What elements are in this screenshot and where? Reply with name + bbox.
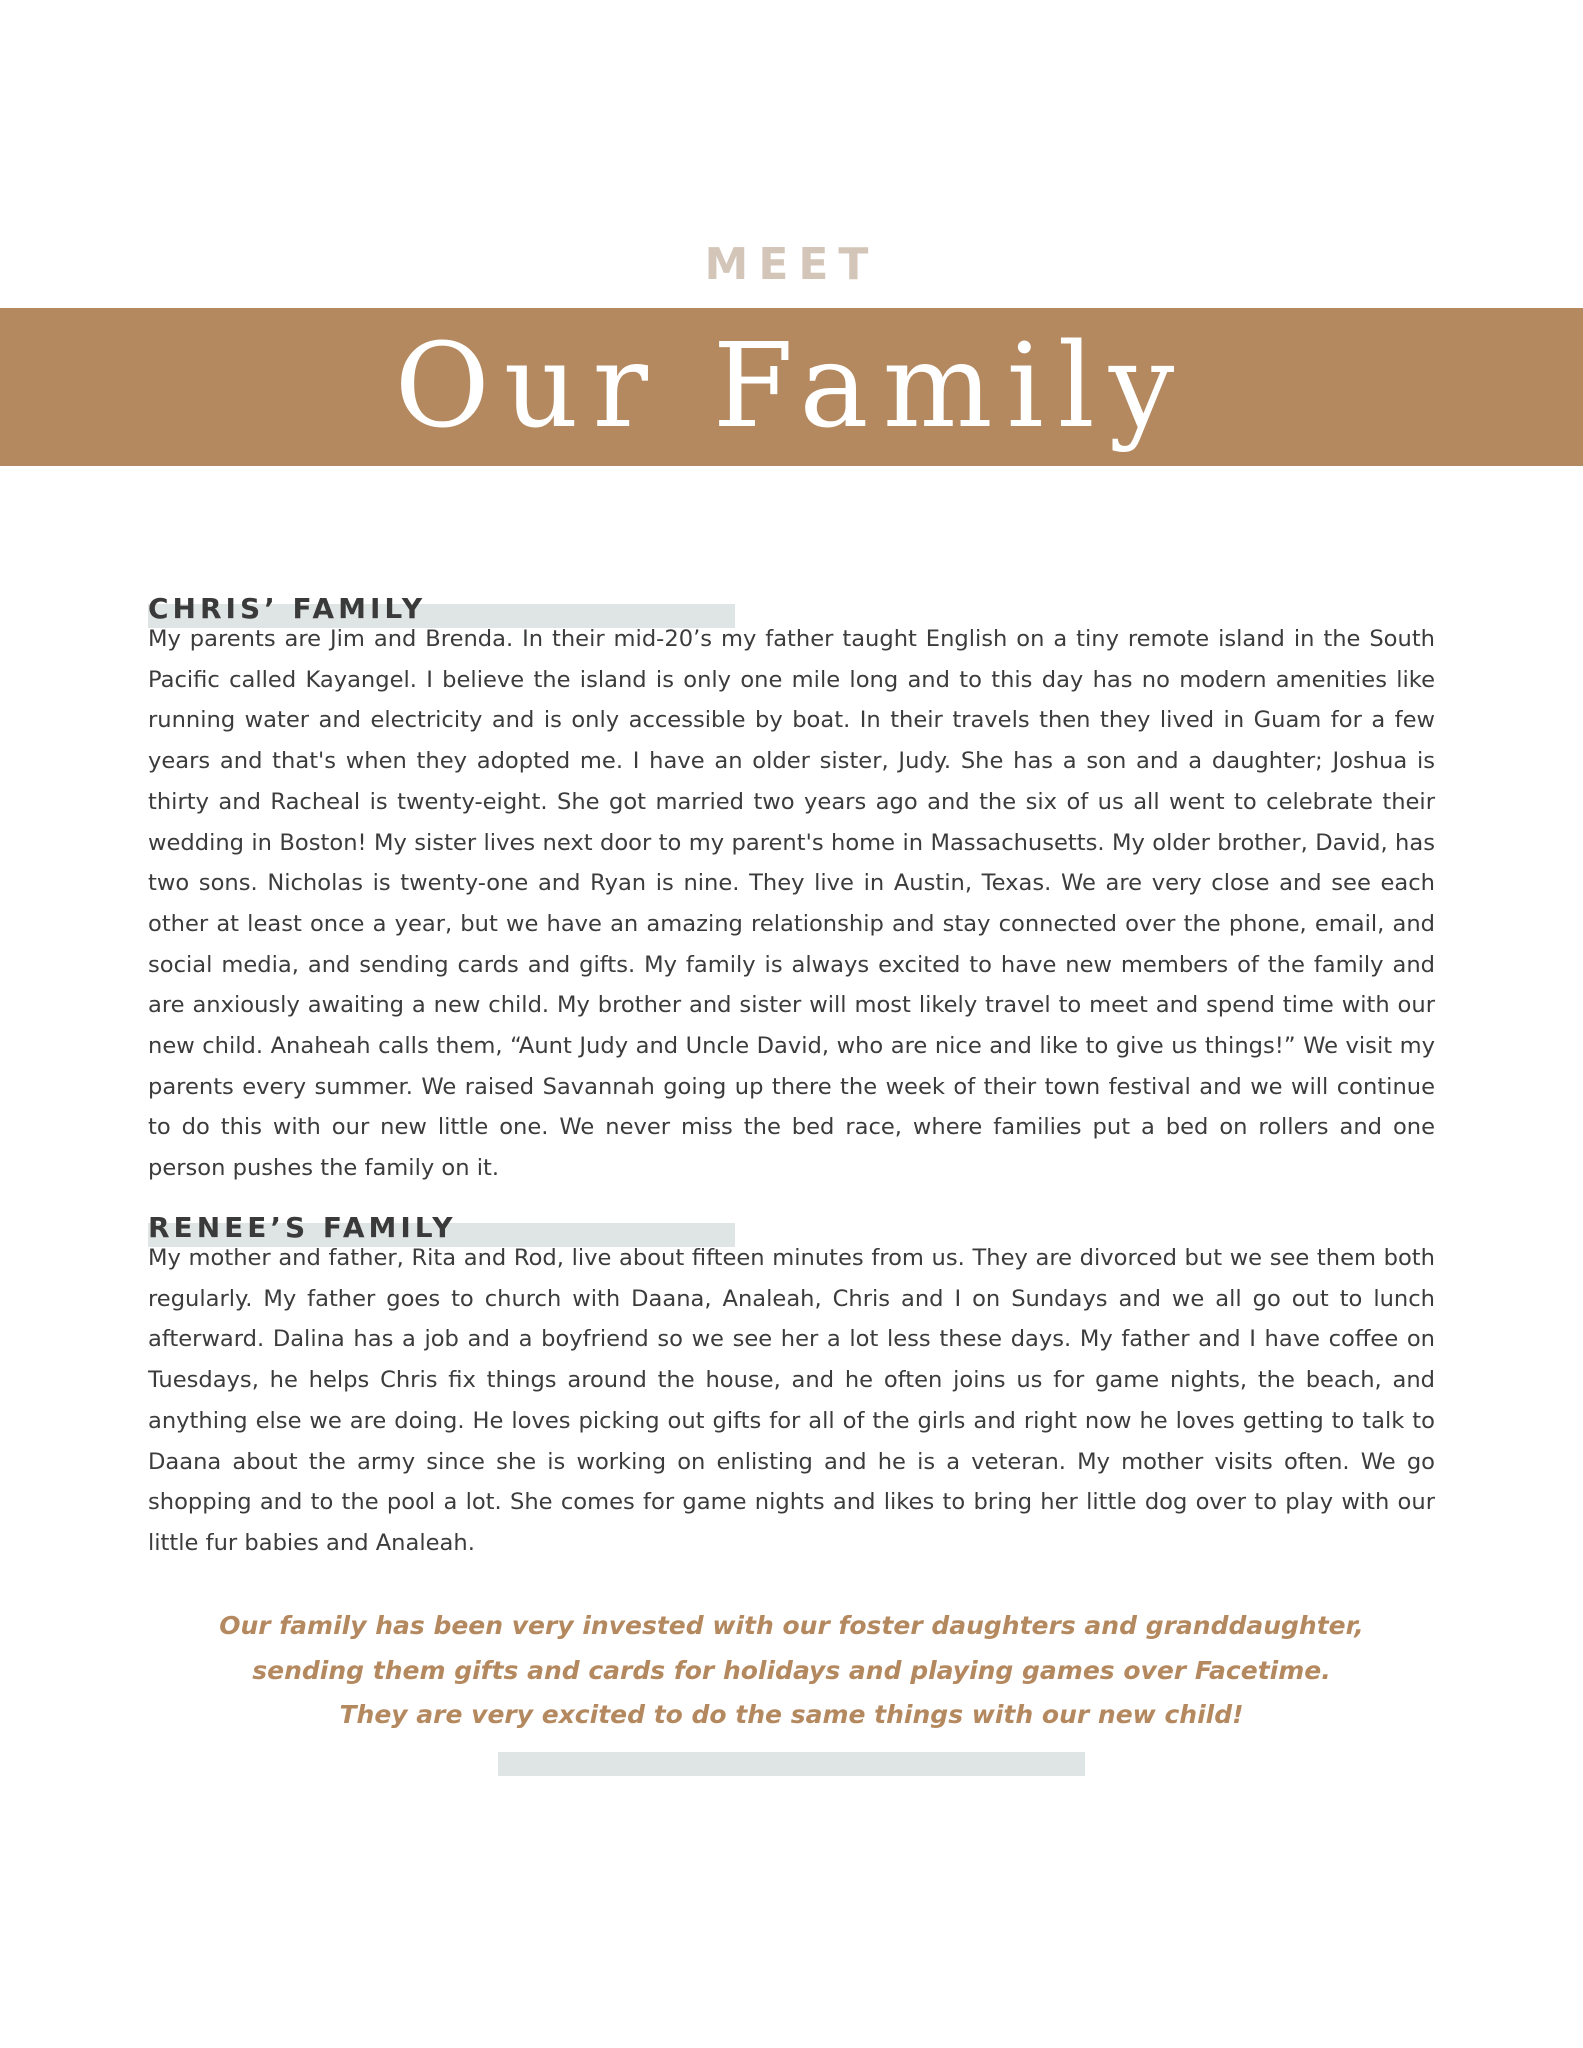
section-heading-text: RENEE’S FAMILY: [148, 1211, 457, 1244]
closing-quote: [148, 1604, 1435, 1738]
page-title: Our Family: [394, 319, 1189, 454]
quote-line: They are very excited to do the same things with our new child!: [339, 1700, 1244, 1729]
title-banner: [0, 308, 1583, 466]
quote-line: Our family has been very invested with our foster daughters and granddaughter,: [219, 1611, 1364, 1640]
meet-kicker: MEET: [704, 239, 879, 290]
section-heading-text: CHRIS’ FAMILY: [148, 592, 427, 625]
quote-highlight-bar: [498, 1752, 1085, 1776]
chris-family-paragraph: My parents are Jim and Brenda. In their mid-20’s my father taught English on a tiny remote island in the South Pacific called Kayangel. I believe the island is only one mile long and to this day has no modern amenities like running water and electricity and is only accessible by boat. In their travels then they lived in Guam for a few years and that's when they adopted me. I have an older sister, Judy. She has a son and a daughter; Joshua is thirty and Racheal is twenty-eight. She got married two years ago and the six of us all went to celebrate their wedding in Boston! My sister lives next door to my parent's home in Massachusetts. My older brother, David, has two sons. Nicholas is twenty-one and Ryan is nine. They live in Austin, Texas. We are very close and see each other at least once a year, but we have an amazing relationship and stay connected over the phone, email, and social media, and sending cards and gifts. My family is always excited to have new members of the family and are anxiously awaiting a new child. My brother and sister will most likely travel to meet and spend time with our new child. Anaheah calls them, “Aunt Judy and Uncle David, who are nice and like to give us things!” We visit my parents every summer. We raised Savannah going up there the week of their town festival and we will continue to do this with our new little one. We never miss the bed race, where families put a bed on rollers and one person pushes the family on it.: [148, 626, 1435, 1182]
renee-family-paragraph: My mother and father, Rita and Rod, live about fifteen minutes from us. They are divorced but we see them both regularly. My father goes to church with Daana, Analeah, Chris and I on Sundays and we all go out to lunch afterward. Dalina has a job and a boyfriend so we see her a lot less these days. My father and I have coffee on Tuesdays, he helps Chris fix things around the house, and he often joins us for game nights, the beach, and anything else we are doing. He loves picking out gifts for all of the girls and right now he loves getting to talk to Daana about the army since she is working on enlisting and he is a veteran. My mother visits often. We go shopping and to the pool a lot. She comes for game nights and likes to bring her little dog over to play with our little fur babies and Analeah.: [148, 1245, 1435, 1556]
quote-line: sending them gifts and cards for holidays and playing games over Facetime.: [252, 1655, 1331, 1685]
